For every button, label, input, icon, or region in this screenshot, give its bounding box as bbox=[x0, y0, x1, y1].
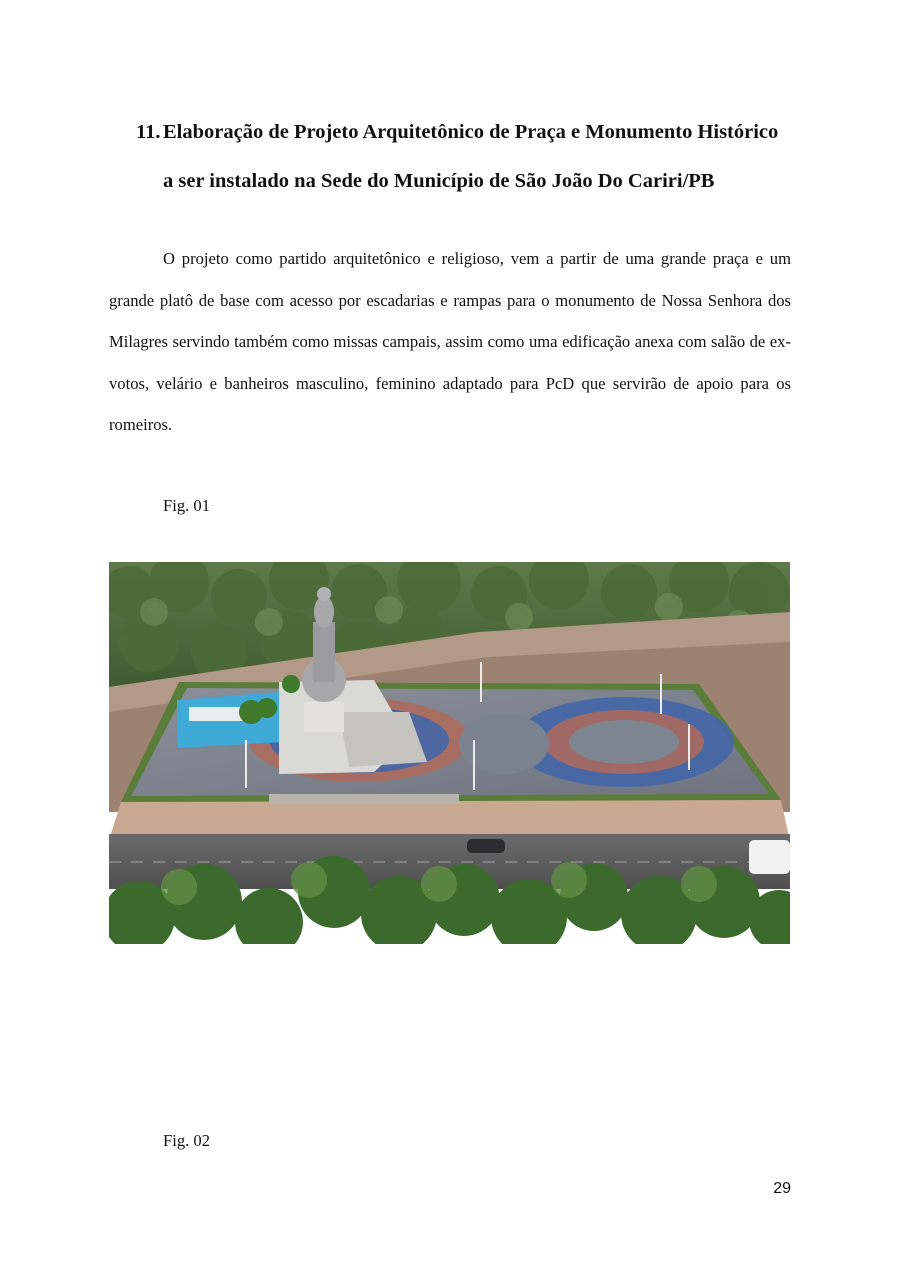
page-number: 29 bbox=[773, 1180, 791, 1197]
architectural-render-image bbox=[109, 562, 790, 944]
heading-line-2: a ser instalado na Sede do Município de São João Do Cariri/PB bbox=[163, 170, 715, 192]
figure-caption-1: Fig. 01 bbox=[163, 496, 211, 515]
body-paragraph: O projeto como partido arquitetônico e religioso, vem a partir de uma grande praça e um grande platô de base com acesso por escadarias e rampas para o monumento de Nossa Senhora dos Milagres servindo também como missas campais, assim como uma edificação anexa com salão de ex-votos, velário e banheiros masculino, feminino adaptado para PcD que servirão de apoio para os romeiros. bbox=[109, 249, 791, 434]
heading-line-1: Elaboração de Projeto Arquitetônico de Praça e Monumento Histórico bbox=[163, 121, 779, 143]
section-number: 11. bbox=[136, 121, 161, 143]
section-heading bbox=[136, 108, 816, 206]
figure-caption-2: Fig. 02 bbox=[163, 1131, 211, 1150]
